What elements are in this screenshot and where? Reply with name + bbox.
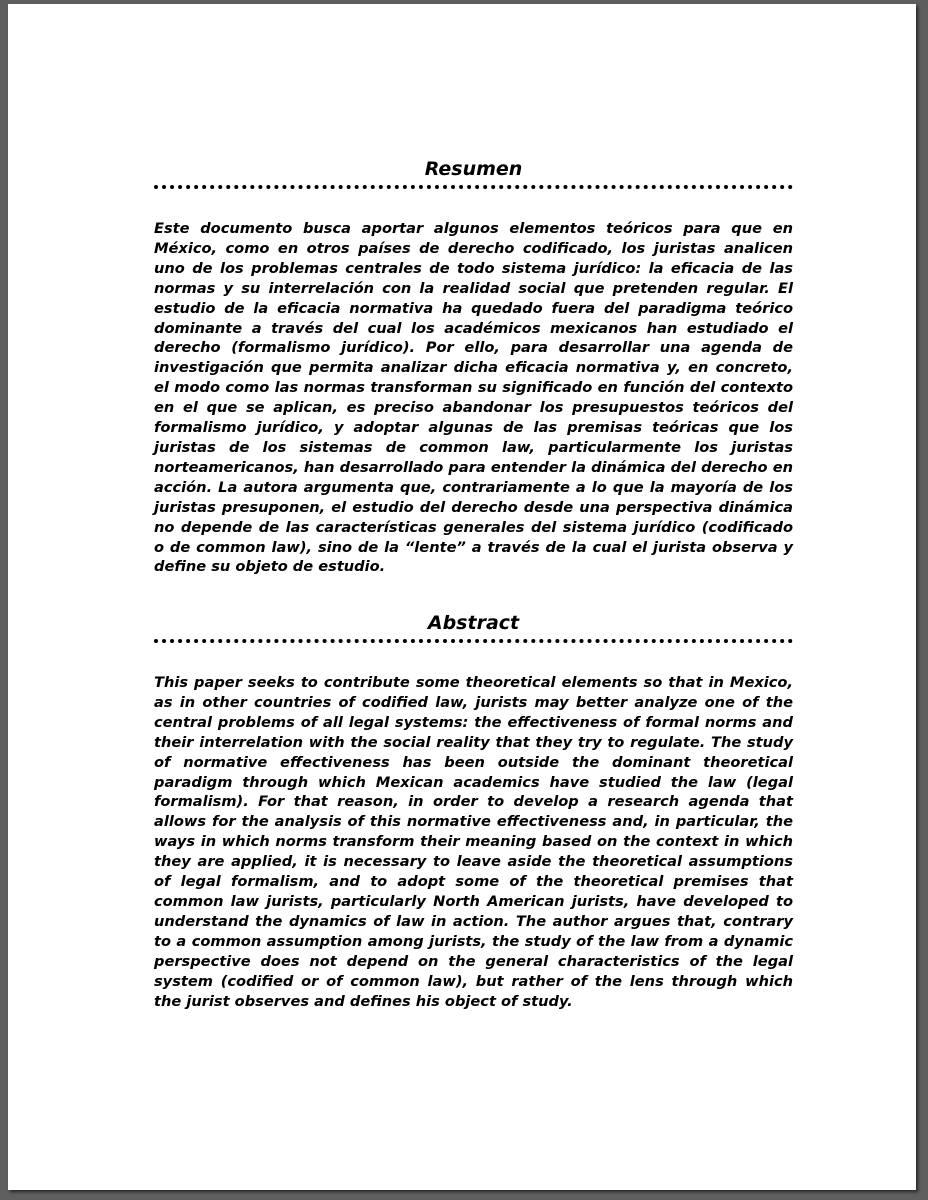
resumen-dotted-rule xyxy=(154,185,793,189)
abstract-paragraph: This paper seeks to contribute some theoretical elements so that in Mexico, as in other countries of codified law, jurists may better analyze one of the central problems of all legal systems: the effectiveness of formal norms and their interrelation with the social reality that they try to regulate. The study of normative effectiveness has been outside the dominant theoretical paradigm through which Mexican academics have studied the law (legal formalism). For that reason, in order to develop a research agenda that allows for the analysis of this normative effectiveness and, in particular, the ways in which norms transform their meaning based on the context in which they are applied, it is necessary to leave aside the theoretical assumptions of legal formalism, and to adopt some of the theoretical premises that common law jurists, particularly North American jurists, have developed to understand the dynamics of law in action. The author argues that, contrary to a common assumption among jurists, the study of the law from a dynamic perspective does not depend on the general characteristics of the legal system (codified or of common law), but rather of the lens through which the jurist observes and defines his object of study. xyxy=(154,674,793,1010)
abstract-dotted-rule xyxy=(154,639,793,643)
abstract-heading: Abstract xyxy=(427,612,520,634)
resumen-paragraph: Este documento busca aportar algunos elementos teóricos para que en México, como en otros países de derecho codificado, los juristas analicen uno de los problemas centrales de todo sistema jurídico: la eficacia de las normas y su interrelación con la realidad social que pretenden regular. El estudio de la eficacia normativa ha quedado fuera del paradigma teórico dominante a través del cual los académicos mexicanos han estudiado el derecho (formalismo jurídico). Por ello, para desarrollar una agenda de investigación que permita analizar dicha eficacia normativa y, en concreto, el modo como las normas transforman su significado en función del contexto en el que se aplican, es preciso abandonar los presupuestos teóricos del formalismo jurídico, y adoptar algunas de las premisas teóricas que los juristas de los sistemas de common law, particularmente los juristas norteamericanos, han desarrollado para entender la dinámica del derecho en acción. La autora argumenta que, contrariamente a lo que la mayoría de los juristas presuponen, el estudio del derecho desde una perspectiva dinámica no depende de las características generales del sistema jurídico (codificado o de common law), sino de la “lente” a través de la cual el jurista observa y define su objeto de estudio. xyxy=(154,220,793,576)
resumen-heading: Resumen xyxy=(424,158,523,180)
resumen-section xyxy=(154,157,793,577)
abstract-section xyxy=(154,611,793,1011)
document-page xyxy=(8,4,916,1190)
